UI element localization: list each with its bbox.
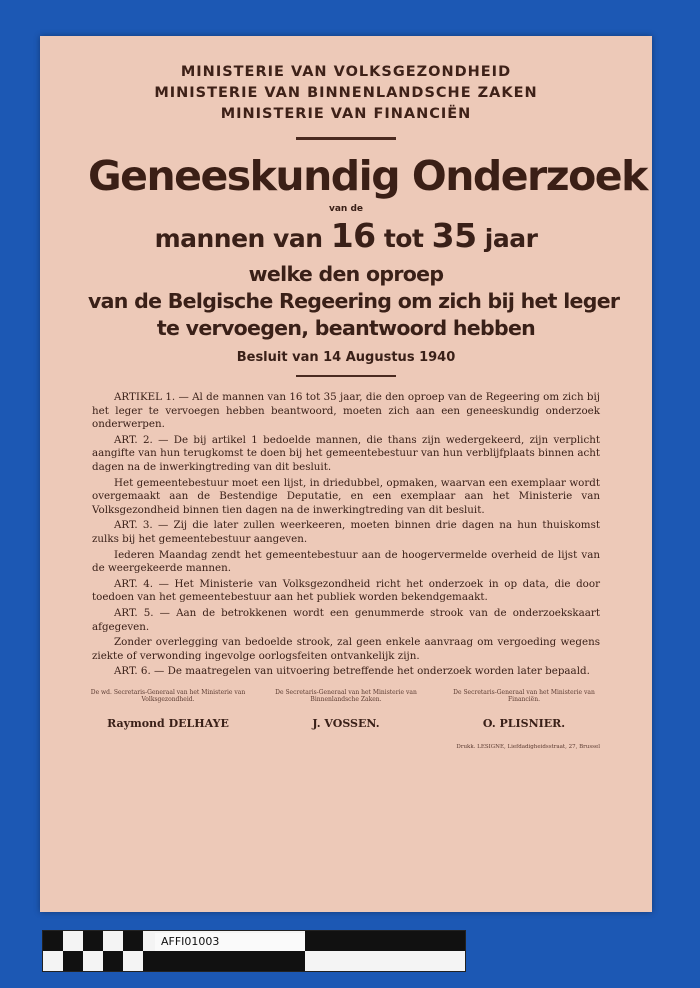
ministry-line: MINISTERIE VAN VOLKSGEZONDHEID — [180, 64, 512, 80]
age-max: 35 — [431, 216, 477, 255]
ruler-square — [43, 931, 63, 951]
ministries-header — [88, 62, 604, 125]
article-paragraph: ART. 5. — Aan de betrokkenen wordt een genummerde strook van de onderzoekskaart afgegeven. — [92, 606, 600, 633]
subtitle-post: jaar — [476, 224, 538, 253]
article-paragraph: ART. 2. — De bij artikel 1 bedoelde mannen, die thans zijn wedergekeerd, zijn verplicht aangifte van hun terugkomst te doen bij het gemeentebestuur van hun verblijfplaats binnen acht dagen na de inwerkingtreding van dit besluit. — [92, 433, 600, 473]
subtitle-pre: mannen van — [154, 224, 331, 253]
subtitle-mid: tot — [375, 224, 432, 253]
ruler-bar — [305, 931, 465, 951]
signature-title: De Secretaris-Generaal van het Ministerie van Binnenlandsche Zaken. — [275, 688, 417, 703]
article-paragraph: ARTIKEL 1. — Al de mannen van 16 tot 35 jaar, die den oproep van de Regeering om zich bij het leger te vervoegen hebben beantwoord, moeten zich aan een geneeskundig onderzoek onderwerpen. — [92, 391, 600, 431]
signature-names — [88, 717, 604, 730]
ruler-square — [83, 931, 103, 951]
ruler-square — [123, 931, 143, 951]
decree-date: Besluit van 14 Augustus 1940 — [236, 350, 456, 365]
article-paragraph: ART. 3. — Zij die later zullen weerkeeren, moeten binnen drie dagen na hun thuiskomst zulks bij het gemeentebestuur aangeven. — [92, 519, 600, 545]
subtitle-block — [88, 261, 620, 342]
poster-title: Geneeskundig Onderzoek — [88, 152, 647, 200]
ministry-line: MINISTERIE VAN FINANCIËN — [220, 106, 472, 122]
articles-body — [88, 391, 604, 679]
ministry-line: MINISTERIE VAN BINNENLANDSCHE ZAKEN — [154, 85, 538, 101]
article-paragraph: ART. 4. — Het Ministerie van Volksgezondheid richt het onderzoek in op data, die door toedoen van het gemeentebestuur aan het publiek worden bekendgemaakt. — [92, 577, 600, 604]
signature-name: Raymond DELHAYE — [107, 716, 229, 730]
signature-titles — [88, 689, 604, 703]
signature-title: De Secretaris-Generaal van het Ministerie van Financiën. — [453, 688, 595, 703]
van-de-text: van de — [328, 204, 364, 214]
ruler-bar — [163, 951, 305, 971]
article-paragraph: Zonder overlegging van bedoelde strook, zal geen enkele aanvraag om vergoeding wegens ziekte of verwonding ingevolge oorlogsfeiten ontvankelijk zijn. — [92, 636, 600, 662]
article-paragraph: ART. 6. — De maatregelen van uitvoering betreffende het onderzoek worden later bepaald. — [114, 665, 590, 678]
divider — [296, 137, 396, 140]
subtitle-line: van de Belgische Regeering om zich bij het leger — [88, 289, 620, 313]
signature-name: O. PLISNIER. — [482, 716, 566, 730]
age-min: 16 — [330, 216, 376, 255]
poster — [40, 36, 652, 912]
divider — [296, 375, 396, 377]
article-paragraph: Iederen Maandag zendt het gemeentebestuur aan de hoogervermelde overheid de lijst van de weergekeerde mannen. — [92, 548, 600, 575]
ruler-square — [143, 951, 163, 971]
signature-title: De wd. Secretaris-Generaal van het Ministerie van Volksgezondheid. — [90, 688, 246, 703]
article-paragraph: Het gemeentebestuur moet een lijst, in driedubbel, opmaken, waarvan een exemplaar wordt overgemaakt aan de Bestendige Deputatie, en een exemplaar aan het Ministerie van Volksgezondheid binnen tien dagen na de inwerkingtreding van dit besluit. — [92, 476, 600, 516]
scale-ruler — [42, 930, 466, 972]
ruler-label: AFFI01003 — [155, 933, 311, 951]
subtitle-line: te vervoegen, beantwoord hebben — [156, 316, 536, 340]
ruler-square — [103, 951, 123, 971]
signature-name: J. VOSSEN. — [312, 716, 380, 730]
printer-imprint: Drukk. LESIGNE, Liefdadigheidsstraat, 27, Brussel — [456, 743, 600, 750]
ruler-square — [63, 951, 83, 971]
subtitle-line: welke den oproep — [248, 262, 444, 286]
subtitle-line-1 — [88, 216, 604, 255]
